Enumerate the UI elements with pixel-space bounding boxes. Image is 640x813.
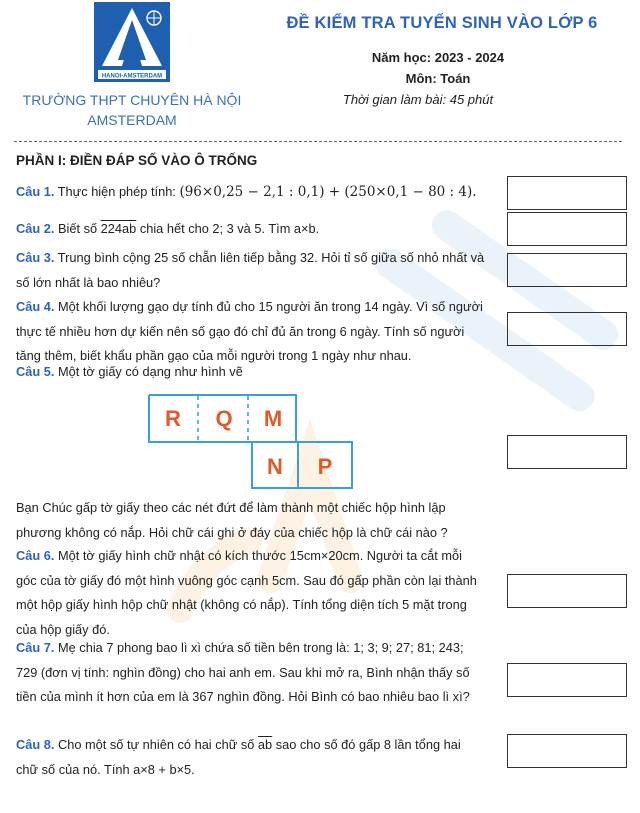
question-text: Thực hiện phép tính: bbox=[57, 184, 176, 199]
answer-box-7[interactable] bbox=[507, 663, 627, 697]
divider bbox=[14, 141, 622, 142]
question-1 bbox=[16, 180, 486, 205]
answer-box-1[interactable] bbox=[507, 176, 627, 210]
exam-title: ĐỀ KIỂM TRA TUYỂN SINH VÀO LỚP 6 bbox=[286, 14, 598, 32]
school-logo bbox=[94, 2, 170, 82]
question-text: Biết số bbox=[57, 221, 98, 236]
question-8 bbox=[16, 733, 486, 782]
question-text: Mẹ chia 7 phong bao lì xì chứa số tiền bên trong là: 1; 3; 9; 27; 81; 243; 729 (đơn vị tính: nghìn đồng) cho hai anh em. Sau khi mở ra, Bình nhận thấy số tiền của mình ít hơn của em là 367 nghìn đồng. Hỏi Bình có bao nhiêu bao lì xì? bbox=[16, 640, 470, 704]
net-letter-p: P bbox=[317, 454, 333, 479]
question-2 bbox=[16, 217, 486, 242]
answer-box-8[interactable] bbox=[507, 734, 627, 768]
overline-number: $\overline{ab}$ bbox=[257, 737, 273, 752]
time-allowed: Thời gian làm bài: 45 phút bbox=[342, 92, 494, 107]
question-3 bbox=[16, 246, 486, 295]
net-letter-r: R bbox=[165, 406, 181, 431]
question-5 bbox=[16, 360, 486, 385]
question-text: Một tờ giấy có dạng như hình vẽ bbox=[57, 364, 243, 379]
question-4 bbox=[16, 295, 486, 369]
net-letter-m: M bbox=[263, 406, 283, 431]
question-expression: (96×0,25 − 2,1 : 0,1) + (250×0,1 − 80 : 4). bbox=[179, 184, 477, 200]
answer-box-6[interactable] bbox=[507, 574, 627, 608]
question-text: Một khối lượng gạo dự tính đủ cho 15 người ăn trong 14 ngày. Vì số người thực tế nhiều hơn dự kiến nên số gạo đó chỉ đủ ăn trong 6 ngày. Tính số người tăng thêm, biết khẩu phần gạo của mỗi người trong 1 ngày như nhau. bbox=[16, 299, 483, 363]
subject: Môn: Toán bbox=[405, 71, 471, 86]
school-year: Năm học: 2023 - 2024 bbox=[371, 50, 505, 65]
paper-net-figure bbox=[148, 394, 354, 490]
question-text: Cho một số tự nhiên có hai chữ số bbox=[57, 737, 255, 752]
school-name-line2: AMSTERDAM bbox=[87, 112, 177, 128]
question-text: Trung bình cộng 25 số chẵn liên tiếp bằng 32. Hỏi tỉ số giữa số nhỏ nhất và số lớn nhất là bao nhiêu? bbox=[16, 250, 485, 290]
question-text: chia hết cho 2; 3 và 5. Tìm a×b. bbox=[139, 221, 320, 236]
answer-box-3[interactable] bbox=[507, 253, 627, 287]
section-title: PHẦN I: ĐIỀN ĐÁP SỐ VÀO Ô TRỐNG bbox=[16, 153, 258, 168]
answer-box-4[interactable] bbox=[507, 312, 627, 346]
question-label: Câu 6. bbox=[16, 548, 55, 563]
answer-box-5[interactable] bbox=[507, 435, 627, 469]
net-letter-n: N bbox=[267, 454, 283, 479]
question-label: Câu 1. bbox=[16, 184, 55, 199]
question-label: Câu 3. bbox=[16, 250, 55, 265]
question-label: Câu 4. bbox=[16, 299, 55, 314]
overline-number: 224ab bbox=[100, 221, 137, 236]
question-6 bbox=[16, 544, 486, 642]
question-label: Câu 8. bbox=[16, 737, 55, 752]
question-label: Câu 5. bbox=[16, 364, 55, 379]
net-letter-q: Q bbox=[215, 406, 233, 431]
question-7 bbox=[16, 636, 486, 710]
question-text: sao cho số đó gấp 8 lần tổng hai chữ số của nó. Tính a×8 + b×5. bbox=[16, 737, 461, 777]
question-text: Một tờ giấy hình chữ nhật có kích thước 15cm×20cm. Người ta cắt mỗi góc của tờ giấy đó một hình vuông góc cạnh 5cm. Sau đó gấp phần còn lại thành một hộp giấy hình hộp chữ nhật (không có nắp). Tính tổng diện tích 5 mặt trong của hộp giấy đó. bbox=[16, 548, 477, 637]
school-name-line1: TRƯỜNG THPT CHUYÊN HÀ NỘI bbox=[22, 92, 242, 108]
question-5-continued: Bạn Chúc gấp tờ giấy theo các nét đứt để làm thành một chiếc hộp hình lập phương không có nắp. Hỏi chữ cái ghi ở đáy của chiếc hộp là chữ cái nào ? bbox=[16, 500, 448, 540]
logo-text: HANOI-AMSTERDAM bbox=[101, 73, 163, 80]
answer-box-2[interactable] bbox=[507, 212, 627, 246]
question-label: Câu 7. bbox=[16, 640, 55, 655]
question-label: Câu 2. bbox=[16, 221, 55, 236]
